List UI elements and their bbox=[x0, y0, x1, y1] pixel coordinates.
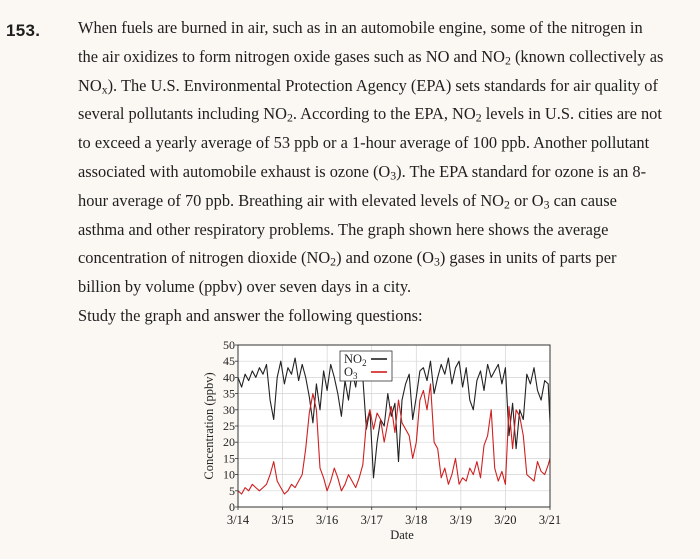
subscript: 3 bbox=[543, 197, 550, 212]
legend-label-sub: 2 bbox=[362, 358, 367, 368]
subscript: 3 bbox=[390, 168, 397, 183]
text-run: ) gases in units of parts per bbox=[439, 248, 617, 268]
text-run: or O bbox=[509, 190, 544, 210]
text-run: . According to the EPA, NO bbox=[292, 104, 476, 124]
text-run: concentration of nitrogen dioxide (NO bbox=[78, 248, 331, 268]
text-run: to exceed a yearly average of 53 ppb or a 1-hour average of 100 ppb. Another pollutant bbox=[78, 133, 650, 153]
y-tick-label: 15 bbox=[223, 451, 235, 466]
subscript: 2 bbox=[504, 197, 510, 212]
concentration-chart bbox=[198, 333, 578, 555]
problem-line-5 bbox=[78, 129, 694, 158]
text-run: hour average of 70 ppb. Breathing air with elevated levels of NO bbox=[78, 190, 505, 210]
text-run: When fuels are burned in air, such as in an automobile engine, some of the nitrogen in bbox=[78, 18, 643, 37]
x-tick-label: 3/17 bbox=[360, 513, 383, 527]
text-run: ). The EPA standard for ozone is an 8- bbox=[396, 161, 647, 181]
subscript: 3 bbox=[433, 254, 440, 269]
subscript: 2 bbox=[286, 110, 293, 125]
y-axis-title: Concentration (ppbv) bbox=[202, 372, 216, 480]
y-tick-label: 35 bbox=[223, 386, 235, 401]
x-tick-label: 3/19 bbox=[449, 513, 472, 527]
text-run: ). The U.S. Environmental Protection Agency (EPA) sets standards for air quality of bbox=[107, 75, 658, 95]
problem-text bbox=[78, 14, 694, 331]
problem-line-1 bbox=[78, 14, 694, 43]
subscript: 2 bbox=[504, 53, 511, 68]
y-tick-label: 10 bbox=[223, 467, 235, 482]
text-run: ) and ozone (O bbox=[336, 248, 434, 268]
text-run: the air oxidizes to form nitrogen oxide gases such as NO and NO bbox=[78, 46, 505, 66]
y-tick-label: 30 bbox=[223, 402, 235, 417]
x-tick-label: 3/14 bbox=[226, 513, 250, 527]
problem-number: 153. bbox=[6, 21, 41, 40]
text-run: billion by volume (ppbv) over seven days in a city. bbox=[78, 277, 412, 297]
text-run: levels in U.S. cities are not bbox=[481, 104, 662, 124]
text-run: several pollutants including NO bbox=[78, 104, 287, 124]
chart-svg bbox=[198, 333, 578, 555]
legend-label-main: NO bbox=[344, 352, 363, 366]
subscript: 2 bbox=[475, 110, 482, 125]
problem-line-8 bbox=[78, 216, 694, 245]
problem-line-9 bbox=[78, 244, 694, 273]
text-run: Study the graph and answer the following questions: bbox=[78, 305, 423, 325]
y-tick-label: 50 bbox=[223, 338, 235, 352]
x-axis-title: Date bbox=[390, 528, 414, 542]
text-run: (known collectively as bbox=[510, 46, 664, 66]
y-tick-label: 5 bbox=[229, 483, 235, 498]
text-run: can cause bbox=[549, 190, 617, 210]
problem-line-10 bbox=[78, 273, 694, 302]
y-tick-label: 0 bbox=[229, 500, 235, 514]
x-tick-label: 3/18 bbox=[405, 513, 428, 527]
problem-line-2 bbox=[78, 43, 694, 72]
legend-label-main: O bbox=[344, 365, 354, 379]
x-tick-label: 3/21 bbox=[538, 513, 562, 527]
text-run: asthma and other respiratory problems. The graph shown here shows the average bbox=[78, 219, 609, 239]
x-tick-label: 3/20 bbox=[494, 513, 517, 527]
y-tick-label: 20 bbox=[223, 435, 235, 450]
problem-line-6 bbox=[78, 158, 694, 187]
x-tick-label: 3/16 bbox=[316, 513, 339, 527]
subscript: 2 bbox=[330, 254, 337, 269]
x-tick-label: 3/15 bbox=[271, 513, 294, 527]
problem-line-4 bbox=[78, 100, 694, 129]
text-run: associated with automobile exhaust is ozone (O bbox=[78, 161, 391, 181]
y-tick-label: 40 bbox=[223, 370, 235, 385]
y-tick-label: 45 bbox=[223, 354, 235, 369]
subscript: x bbox=[101, 82, 108, 97]
text-run: NO bbox=[78, 75, 102, 95]
problem-line-11 bbox=[78, 302, 694, 331]
problem-line-3 bbox=[78, 72, 694, 101]
legend-label-sub: 3 bbox=[353, 371, 358, 381]
y-tick-label: 25 bbox=[223, 419, 235, 433]
problem-line-7 bbox=[78, 187, 694, 216]
